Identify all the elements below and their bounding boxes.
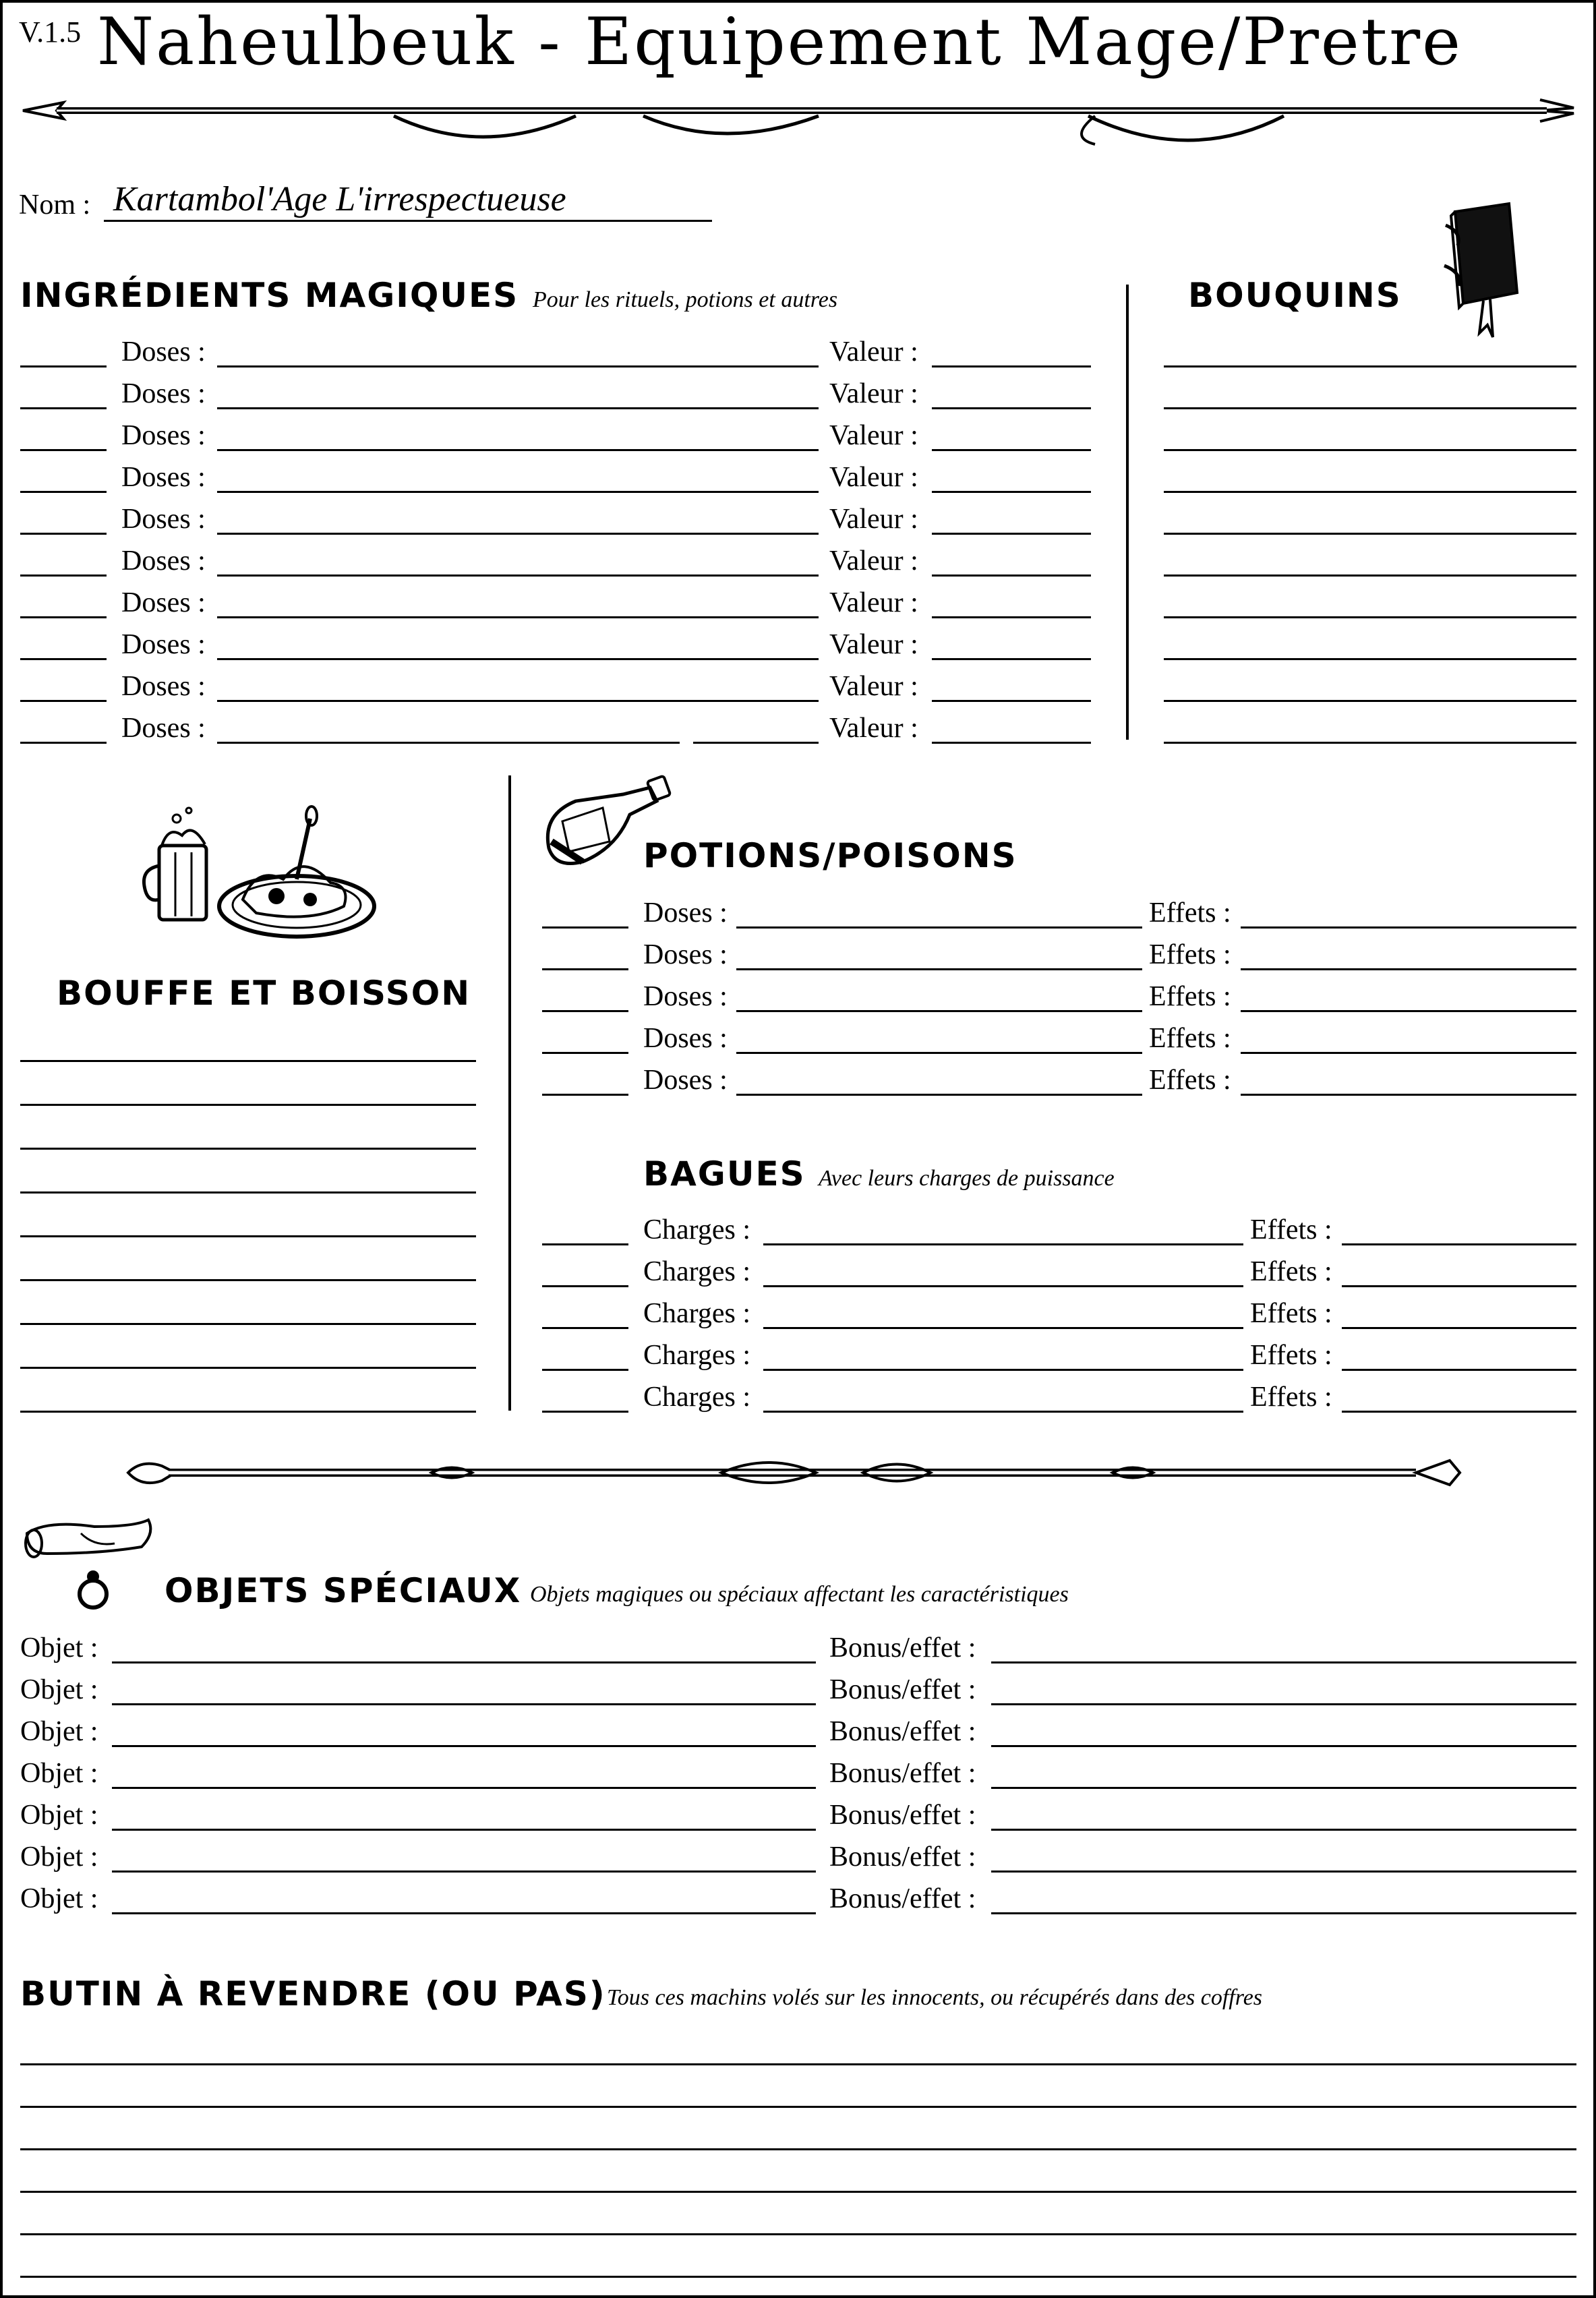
ingredient-value-field[interactable] — [932, 407, 1091, 409]
objets-title: OBJETS SPÉCIAUX — [165, 1571, 522, 1610]
ingredient-qty-field[interactable] — [20, 533, 107, 535]
valeur-label: Valeur : — [829, 713, 918, 744]
ring-name-field[interactable] — [763, 1327, 1243, 1329]
ingredient-value-field[interactable] — [932, 700, 1091, 702]
bonus-label: Bonus/effet : — [829, 1842, 976, 1873]
ingredient-name-field[interactable] — [217, 449, 819, 451]
charges-label: Charges : — [643, 1298, 751, 1329]
effets-label: Effets : — [1149, 939, 1231, 970]
ingredient-name-field[interactable] — [693, 742, 819, 744]
valeur-label: Valeur : — [829, 629, 918, 660]
book-field[interactable] — [1164, 700, 1576, 702]
potion-name-field[interactable] — [736, 968, 1142, 970]
charges-label: Charges : — [643, 1340, 751, 1371]
bagues-title: BAGUES — [643, 1154, 806, 1194]
food-field[interactable] — [20, 1279, 476, 1281]
doses-label: Doses : — [121, 629, 206, 660]
ingredient-name-field[interactable] — [217, 658, 819, 660]
ring-qty-field[interactable] — [542, 1411, 628, 1413]
effets-label: Effets : — [1250, 1382, 1332, 1413]
object-name-field[interactable] — [112, 1703, 816, 1705]
ingredient-name-field[interactable] — [217, 365, 819, 367]
potion-qty-field[interactable] — [542, 1052, 628, 1054]
ingredient-name-field[interactable] — [217, 533, 819, 535]
doses-label: Doses : — [643, 1023, 728, 1054]
bonus-label: Bonus/effet : — [829, 1800, 976, 1831]
bouquins-title: BOUQUINS — [1188, 276, 1402, 315]
potion-effect-field[interactable] — [1241, 1010, 1576, 1012]
valeur-label: Valeur : — [829, 546, 918, 577]
potion-qty-field[interactable] — [542, 1094, 628, 1096]
ingredient-value-field[interactable] — [932, 616, 1091, 618]
valeur-label: Valeur : — [829, 671, 918, 702]
ingredient-qty-field[interactable] — [20, 407, 107, 409]
ring-name-field[interactable] — [763, 1285, 1243, 1287]
potion-effect-field[interactable] — [1241, 1094, 1576, 1096]
potion-effect-field[interactable] — [1241, 968, 1576, 970]
ring-effect-field[interactable] — [1342, 1411, 1576, 1413]
ingredient-qty-field[interactable] — [20, 365, 107, 367]
ring-icon — [73, 1567, 113, 1614]
doses-label: Doses : — [643, 981, 728, 1012]
ingredient-qty-field[interactable] — [20, 658, 107, 660]
objets-subtitle: Objets magiques ou spéciaux affectant les caractéristiques — [530, 1582, 1069, 1607]
potion-effect-field[interactable] — [1241, 1052, 1576, 1054]
effets-label: Effets : — [1149, 1065, 1231, 1096]
doses-label: Doses : — [121, 420, 206, 451]
ring-name-field[interactable] — [763, 1411, 1243, 1413]
bonus-label: Bonus/effet : — [829, 1674, 976, 1705]
object-name-field[interactable] — [112, 1661, 816, 1663]
potion-name-field[interactable] — [736, 1094, 1142, 1096]
food-field[interactable] — [20, 1060, 476, 1062]
potion-name-field[interactable] — [736, 1010, 1142, 1012]
loot-field[interactable] — [20, 2063, 1576, 2065]
object-name-field[interactable] — [112, 1912, 816, 1914]
ingredient-value-field[interactable] — [932, 742, 1091, 744]
ingredient-value-field[interactable] — [932, 533, 1091, 535]
doses-label: Doses : — [121, 378, 206, 409]
bagues-subtitle: Avec leurs charges de puissance — [819, 1166, 1115, 1191]
ingredient-value-field[interactable] — [932, 658, 1091, 660]
ingredient-qty-field[interactable] — [20, 742, 107, 744]
potion-name-field[interactable] — [736, 1052, 1142, 1054]
ingredient-qty-field[interactable] — [20, 700, 107, 702]
objet-label: Objet : — [20, 1842, 98, 1873]
scroll-icon — [20, 1513, 155, 1574]
objet-label: Objet : — [20, 1800, 98, 1831]
object-name-field[interactable] — [112, 1870, 816, 1873]
doses-label: Doses : — [121, 462, 206, 493]
food-field[interactable] — [20, 1323, 476, 1325]
object-bonus-field[interactable] — [991, 1787, 1576, 1789]
version-label: V.1.5 — [19, 16, 82, 49]
spear-icon — [16, 84, 1580, 151]
ingredient-qty-field[interactable] — [20, 449, 107, 451]
ingredients-subtitle: Pour les rituels, potions et autres — [533, 287, 838, 312]
ring-effect-field[interactable] — [1342, 1369, 1576, 1371]
objet-label: Objet : — [20, 1632, 98, 1663]
effets-label: Effets : — [1250, 1256, 1332, 1287]
bonus-label: Bonus/effet : — [829, 1716, 976, 1747]
food-field[interactable] — [20, 1191, 476, 1194]
doses-label: Doses : — [121, 587, 206, 618]
objet-label: Objet : — [20, 1716, 98, 1747]
name-value[interactable]: Kartambol'Age L'irrespectueuse — [113, 180, 566, 218]
page-title: Naheulbeuk - Equipement Mage/Pretre — [97, 4, 1462, 80]
ingredient-qty-field[interactable] — [20, 491, 107, 493]
effets-label: Effets : — [1250, 1340, 1332, 1371]
ingredient-value-field[interactable] — [932, 449, 1091, 451]
doses-label: Doses : — [121, 504, 206, 535]
ingredient-value-field[interactable] — [932, 574, 1091, 577]
objet-label: Objet : — [20, 1674, 98, 1705]
ingredient-name-field[interactable] — [217, 407, 819, 409]
name-label: Nom : — [19, 189, 91, 220]
book-field[interactable] — [1164, 449, 1576, 451]
ring-qty-field[interactable] — [542, 1369, 628, 1371]
ring-qty-field[interactable] — [542, 1243, 628, 1245]
object-name-field[interactable] — [112, 1787, 816, 1789]
bonus-label: Bonus/effet : — [829, 1883, 976, 1914]
ring-name-field[interactable] — [763, 1243, 1243, 1245]
object-bonus-field[interactable] — [991, 1829, 1576, 1831]
loot-field[interactable] — [20, 2148, 1576, 2150]
name-line — [104, 220, 712, 222]
doses-label: Doses : — [643, 939, 728, 970]
food-field[interactable] — [20, 1411, 476, 1413]
food-field[interactable] — [20, 1148, 476, 1150]
book-field[interactable] — [1164, 574, 1576, 577]
valeur-label: Valeur : — [829, 587, 918, 618]
bonus-label: Bonus/effet : — [829, 1758, 976, 1789]
column-divider — [1126, 285, 1129, 740]
effets-label: Effets : — [1149, 981, 1231, 1012]
potions-title: POTIONS/POISONS — [643, 836, 1017, 875]
valeur-label: Valeur : — [829, 420, 918, 451]
book-field[interactable] — [1164, 616, 1576, 618]
potion-qty-field[interactable] — [542, 968, 628, 970]
potion-qty-field[interactable] — [542, 926, 628, 929]
potion-effect-field[interactable] — [1241, 926, 1576, 929]
ring-qty-field[interactable] — [542, 1285, 628, 1287]
valeur-label: Valeur : — [829, 504, 918, 535]
potion-name-field[interactable] — [736, 926, 1142, 929]
ingredient-value-field[interactable] — [932, 491, 1091, 493]
doses-label: Doses : — [643, 1065, 728, 1096]
object-bonus-field[interactable] — [991, 1870, 1576, 1873]
butin-subtitle: Tous ces machins volés sur les innocents, ou récupérés dans des coffres — [607, 1985, 1263, 2010]
bonus-label: Bonus/effet : — [829, 1632, 976, 1663]
object-name-field[interactable] — [112, 1829, 816, 1831]
loot-field[interactable] — [20, 2233, 1576, 2235]
loot-field[interactable] — [20, 2191, 1576, 2193]
ring-effect-field[interactable] — [1342, 1243, 1576, 1245]
ring-qty-field[interactable] — [542, 1327, 628, 1329]
book-field[interactable] — [1164, 491, 1576, 493]
ingredient-value-field[interactable] — [932, 365, 1091, 367]
book-field[interactable] — [1164, 407, 1576, 409]
effets-label: Effets : — [1250, 1298, 1332, 1329]
staff-icon — [128, 1452, 1463, 1506]
ingredient-name-field[interactable] — [217, 616, 819, 618]
object-bonus-field[interactable] — [991, 1661, 1576, 1663]
valeur-label: Valeur : — [829, 378, 918, 409]
bouffe-title: BOUFFE ET BOISSON — [57, 974, 471, 1013]
effets-label: Effets : — [1250, 1214, 1332, 1245]
ring-effect-field[interactable] — [1342, 1285, 1576, 1287]
object-name-field[interactable] — [112, 1745, 816, 1747]
book-icon — [1442, 198, 1523, 340]
ingredient-name-field[interactable] — [217, 742, 680, 744]
doses-label: Doses : — [121, 546, 206, 577]
loot-field[interactable] — [20, 2276, 1576, 2278]
object-bonus-field[interactable] — [991, 1745, 1576, 1747]
object-bonus-field[interactable] — [991, 1912, 1576, 1914]
book-field[interactable] — [1164, 533, 1576, 535]
potion-qty-field[interactable] — [542, 1010, 628, 1012]
loot-field[interactable] — [20, 2106, 1576, 2108]
ring-effect-field[interactable] — [1342, 1327, 1576, 1329]
ingredient-name-field[interactable] — [217, 491, 819, 493]
valeur-label: Valeur : — [829, 336, 918, 367]
charges-label: Charges : — [643, 1256, 751, 1287]
food-field[interactable] — [20, 1235, 476, 1237]
doses-label: Doses : — [643, 897, 728, 929]
valeur-label: Valeur : — [829, 462, 918, 493]
object-bonus-field[interactable] — [991, 1703, 1576, 1705]
book-field[interactable] — [1164, 365, 1576, 367]
ingredient-name-field[interactable] — [217, 574, 819, 577]
objet-label: Objet : — [20, 1883, 98, 1914]
charges-label: Charges : — [643, 1214, 751, 1245]
doses-label: Doses : — [121, 713, 206, 744]
ingredient-qty-field[interactable] — [20, 574, 107, 577]
doses-label: Doses : — [121, 671, 206, 702]
book-field[interactable] — [1164, 742, 1576, 744]
ingredients-title: INGRÉDIENTS MAGIQUES — [20, 276, 519, 315]
charges-label: Charges : — [643, 1382, 751, 1413]
effets-label: Effets : — [1149, 1023, 1231, 1054]
effets-label: Effets : — [1149, 897, 1231, 929]
book-field[interactable] — [1164, 658, 1576, 660]
ring-name-field[interactable] — [763, 1369, 1243, 1371]
butin-title: BUTIN À REVENDRE (OU PAS) — [20, 1974, 606, 2013]
ingredient-qty-field[interactable] — [20, 616, 107, 618]
tankard-food-icon — [142, 805, 378, 947]
food-field[interactable] — [20, 1104, 476, 1106]
food-field[interactable] — [20, 1367, 476, 1369]
doses-label: Doses : — [121, 336, 206, 367]
objet-label: Objet : — [20, 1758, 98, 1789]
column-divider-2 — [508, 775, 511, 1411]
ingredient-name-field[interactable] — [217, 700, 819, 702]
